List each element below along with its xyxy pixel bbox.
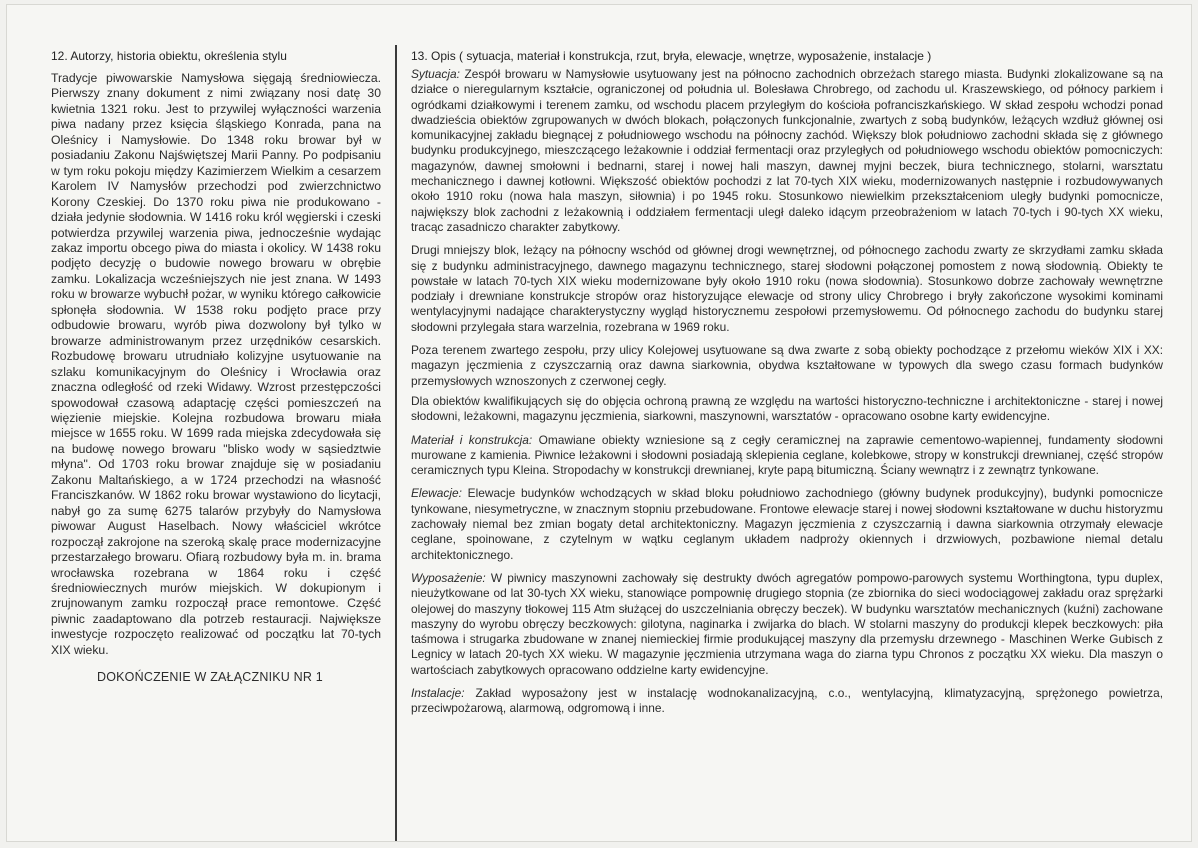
material-paragraph xyxy=(411,433,1163,479)
elevations-paragraph xyxy=(411,486,1163,562)
continuation-note: DOKOŃCZENIE W ZAŁĄCZNIKU NR 1 xyxy=(97,670,323,685)
situation-paragraph xyxy=(411,67,1163,235)
elevations-label: Elewacje: xyxy=(411,486,462,501)
installations-label: Instalacje: xyxy=(411,685,465,700)
kolejowa-paragraph: Poza terenem zwartego zespołu, przy ulicy Kolejowej usytuowane są dwa zwarte z sobą obiekty pochodzące z przełomu wieków XIX i XX: magazyn jęczmienia z czyszczarnią oraz dawna siarkownia, obydwa kształtowane w typowych dla swego czasu formach budynków przemysłowych wznoszonych z czerwonej cegły. xyxy=(411,343,1163,388)
installations-text: Zakład wyposażony jest w instalację wodnokanalizacyjną, c.o., wentylacyjną, klimatyzacyjną, sprężonego powietrza, przeciwpożarową, alarmową, odgromową i inne. xyxy=(411,685,1163,716)
history-heading: 12. Autorzy, historia obiektu, określenia stylu xyxy=(51,49,287,63)
situation-label: Sytuacja: xyxy=(411,67,460,81)
equipment-paragraph xyxy=(411,571,1163,678)
document-sheet xyxy=(6,4,1192,842)
history-text: Tradycje piwowarskie Namysłowa sięgają średniowiecza. Pierwszy znany dokument z nimi związany nosi datę 30 kwietnia 1321 roku. Jest to przywilej wyłączności warzenia piwa nadany przez księcia śląskiego Konrada, pana na Oleśnicy i Namysłowie. Do 1348 roku browar był w posiadaniu Zakonu Najświętszej Marii Panny. Po podpisaniu w tym roku pokoju między Kazimierzem Wielkim a cesarzem Karolem IV Namysłów przechodzi pod zwierzchnictwo Korony Czeskiej. Do 1370 roku piwa nie produkowano - działa jedynie słodownia. W 1416 roku król węgierski i czeski potwierdza przywilej warzenia piwa, jednocześnie wydając zakaz importu obcego piwa do miasta i okolicy. W 1438 roku podjęto decyzję o budowie nowego browaru w obrębie zamku. Lokalizacja wcześniejszych nie jest znana. W 1493 roku w browarze wybuchł pożar, w wyniku którego całkowicie spłonęła słodownia. W 1538 roku podjęto prace przy odbudowie browaru, wyrób piwa dozwolony był tylko w browarze administrowanym przez urzędników cesarskich. Rozbudowę browaru utrudniało kolizyjne usytuowanie na szlaku komunikacyjnym do Oleśnicy i Wrocławia oraz znaczna odległość od rzeki Widawy. Wzrost przestępczości spowodował czasową adaptację części pomieszczeń na więzienie miejskie. Kolejna rozbudowa browaru miała miejsce w 1655 roku. W 1699 rada miejska zdecydowała się na budowę nowego browaru "blisko wody w sąsiedztwie młyna". Od 1703 roku browar znajduje się w posiadaniu Zakonu Maltańskiego, a w 1724 przechodzi na własność Franciszkanów. W 1862 roku browar wystawiono do licytacji, nabył go za sumę 6275 talarów przybyły do Namysłowa piwowar August Haselbach. Nowy właściciel wkrótce rozpoczął zakrojone na szeroką skalę prace modernizacyjne przestarzałego browaru. Ofiarą rozbudowy była m. in. brama wrocławska rozebrana w 1864 roku i część średniowiecznych murów miejskich. W dokupionym i zrujnowanym zamku rozpoczął prace remontowe. Część piwnic zaadaptowano dla potrzeb restauracji. Największe inwestycje rozpoczęto realizować od początku lat 70-tych XIX wieku. xyxy=(51,71,381,657)
second-block-paragraph: Drugi mniejszy blok, leżący na północny wschód od głównej drogi wewnętrznej, od północnego zachodu zwarty ze skrzydłami zamku składa się z budynku administracyjnego, dawnego magazynu technicznego, starej słodowni połączonej pomostem z nową słodownią. Obiekty te powstałe w latach 70-tych XIX wieku modernizowane były około 1910 roku (nowa słodownia). Stosunkowo dobrze zachowały wewnętrzne podziały i drewniane konstrukcje stropów oraz historyzujące elewacje od strony ulicy Chrobrego i bryły zakończone wysokimi kominami wentylacyjnymi nadające charakterystyczny wygląd historycznemu zespołowi przemysłowemu. Od północnego zachodu do budynku starej słodowni przylegała stara warzelnia, rozebrana w 1969 roku. xyxy=(411,243,1163,334)
elevations-text: Elewacje budynków wchodzących w skład bloku południowo zachodniego (główny budynek produkcyjny), budynki pomocnicze tynkowane, niesymetryczne, w znacznym stopniu przebudowane. Frontowe elewacje starej i nowej słodowni kształtowane w duchu historyzmu zachowały niemal bez zmian bogaty detal architektoniczny. Magazyn jęczmienia z czyszczarnią i dawna siarkownia otrzymały elewacje ceglane, spoinowane, z czytelnym w wątku ceglanym układem nadproży okiennych i drzwiowych, pozbawione niemal detalu architektonicznego. xyxy=(411,486,1163,562)
installations-paragraph xyxy=(411,686,1163,717)
description-column xyxy=(411,48,1163,722)
material-text: Omawiane obiekty wzniesione są z cegły ceramicznej na zaprawie cementowo-wapiennej, fundamenty słodowni murowane z kamienia. Piwnice leżakowni i słodowni posiadają sklepienia ceglane, kolebkowe, stropy w konstrukcji drewnianej, część stropów ceramicznych typu Kleina. Stropodachy w konstrukcji drewnianej, kryte papą bitumiczną. Ściany wewnątrz i z zewnątrz tynkowane. xyxy=(411,432,1163,478)
material-label: Materiał i konstrukcja: xyxy=(411,432,533,447)
situation-text: Zespół browaru w Namysłowie usytuowany jest na północno zachodnich obrzeżach starego miasta. Budynki zlokalizowane są na działce o nieregularnym kształcie, ograniczonej od południa ul. Bolesława Chrobrego, od zachodu ul. Kraszewskiego, od północy parkiem i ogródkami działkowymi i terenem zamku, od wschodu placem przyległym do kościoła pofranciszkańskiego. W skład zespołu wchodzi ponad dwadzieścia obiektów zgrupowanych w dwóch blokach, połączonych funkcjonalnie, zwartych z sobą budynków, leżących wzdłuż głównej osi komunikacyjnej zakładu biegnącej z południowego wschodu na północny zachód. Większy blok południowo zachodni składa się z głównego budynku produkcyjnego, mieszczącego leżakownie i oddział fermentacji oraz przyległych od południowego wschodu obiektów pomocniczych: magazynów, dawnej smołowni i bednarni, starej i nowej hali maszyn, dawnej myjni beczek, biura technicznego, stolarni, warsztatu mechanicznego i dawnej kotłowni. Większość obiektów pochodzi z lat 70-tych XIX wieku, modernizowanych następnie i rozbudowywanych około 1910 roku (nowa hala maszyn, siłownia) i po 1945 roku. Stosunkowo niewielkim przekształceniom uległy budynki pomocnicze, największy blok zachodni z leżakownią i oddziałem fermentacji uległ daleko idącym przeobrażeniom w latach 70-tych i 90-tych XX wieku, tracąc zasadniczo charakter zabytkowy. xyxy=(411,67,1163,234)
history-column xyxy=(51,48,381,684)
description-heading: 13. Opis ( sytuacja, materiał i konstrukcja, rzut, bryła, elewacje, wnętrze, wyposażenie, instalacje ) xyxy=(411,49,932,63)
equipment-text: W piwnicy maszynowni zachowały się destrukty dwóch agregatów pompowo-parowych systemu Worthingtona, typu duplex, nieużytkowane od lat 30-tych XX wieku, stanowiące pompownię drugiego stopnia (ze zbiornika do sieci wodociągowej zakładu oraz sprężarki olejowej do maszyny tłokowej 115 Atm służącej do uszczelniania obręczy beczek). W budynku warsztatów mechanicznych (kuźni) zachowane maszyny do wyrobu obręczy beczkowych: gilotyna, naginarka i zwijarka do blach. W stolarni maszyny do produkcji klepek beczkowych: piła taśmowa i strugarka zbudowane w znanej niemieckiej firmie produkującej maszyny dla przemysłu drzewnego - Maschinen Werke Gubisch z Legnicy w latach 20-tych XX wieku. W magazynie jęczmienia utrzymana waga do ziarna typu Chronos z początku XX wieku. Dla maszyn o wartościach zabytkowych opracowano oddzielne karty ewidencyjne. xyxy=(411,570,1163,677)
protection-paragraph: Dla obiektów kwalifikujących się do objęcia ochroną prawną ze względu na wartości historyczno-techniczne i architektoniczne - starej i nowej słodowni, leżakowni, magazynu jęczmienia, siarkowni, maszynowni, warsztatów - opracowano osobne karty ewidencyjne. xyxy=(411,393,1163,424)
column-divider xyxy=(395,45,397,841)
equipment-label: Wyposażenie: xyxy=(411,570,486,585)
